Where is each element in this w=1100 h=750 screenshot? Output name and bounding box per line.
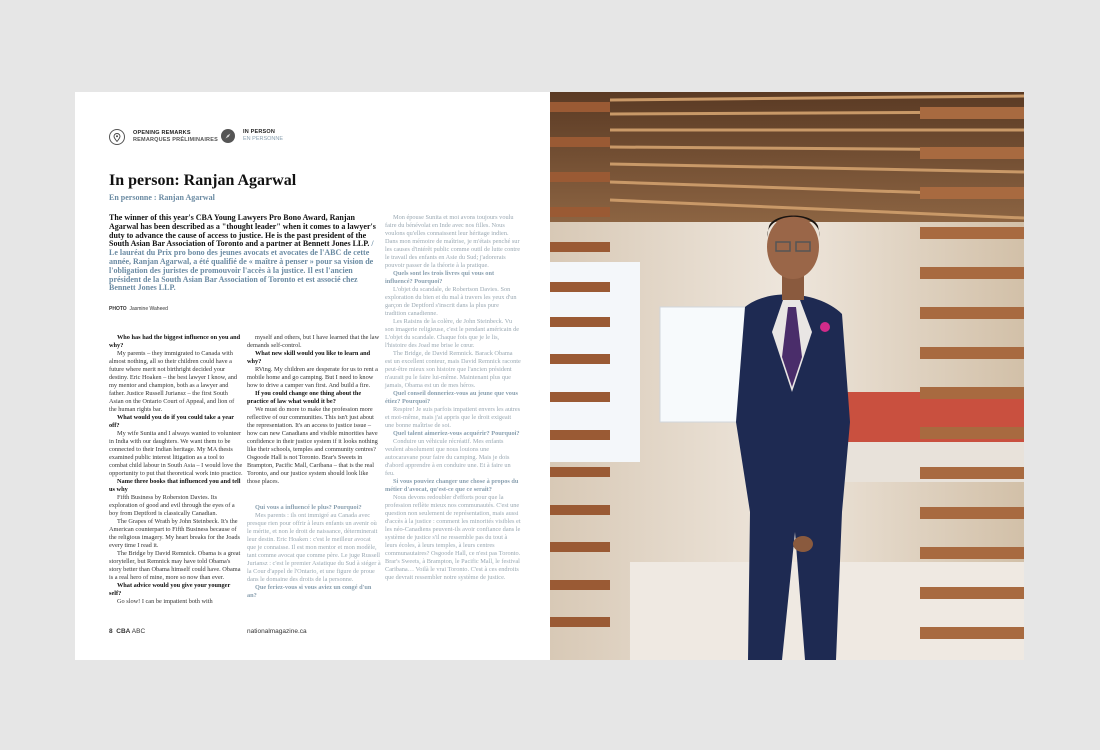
portrait-illustration bbox=[550, 92, 1024, 660]
compass-icon bbox=[221, 129, 235, 143]
answer: RVing. My children are desperate for us to rent a mobile home and go camping. But I need to know how to drive a camper van first. And build a fire. bbox=[247, 366, 378, 389]
question: Name three books that influenced you and tell us why bbox=[109, 478, 241, 493]
brand-name: CBA bbox=[116, 628, 131, 635]
section-label-fr: REMARQUES PRÉLIMINAIRES bbox=[133, 137, 218, 143]
question: Quel conseil donneriez-vous au jeune que vous étiez? Pourquoi? bbox=[385, 390, 518, 405]
answer: Go slow! I can be impatient both with bbox=[117, 598, 213, 605]
answer: The Bridge by David Remnick. Obama is a great storyteller, but Remnick may have told Obama's story better than Obama himself could have. Obama is a real hero of mine, more so now than ever. bbox=[109, 550, 241, 581]
answer: Respire! Je suis parfois impatient envers les autres et moi-même, mais j'ai appris que le droit exigeait une bonne maîtrise de soi. bbox=[385, 406, 521, 429]
section-in-person bbox=[221, 129, 283, 143]
answer: myself and others, but I have learned that the law demands self-control. bbox=[247, 334, 380, 349]
question: Que feriez-vous si vous aviez un congé d'un an? bbox=[247, 584, 372, 599]
page-footer-left bbox=[109, 628, 145, 635]
column-1 bbox=[109, 334, 243, 606]
article-subtitle: En personne : Ranjan Agarwal bbox=[109, 193, 215, 202]
magazine-left-page bbox=[75, 92, 550, 660]
question: Qui vous a influencé le plus? Pourquoi? bbox=[255, 504, 362, 511]
brand-name-fr: ABC bbox=[131, 628, 146, 635]
answer: Mon épouse Sunita et moi avons toujours voulu faire du bénévolat en Inde avec nos filles. Nous voulons qu'elles connaissent leur héritage indien. Dans mon mémoire de maîtrise, je m'étais penché sur les causes d'intérêt public comme outil de lutte contre le travail des enfants en Asie du Sud; j'adorerais pouvoir passer de la théorie à la pratique. bbox=[385, 214, 521, 269]
answer: Mes parents : ils ont immigré au Canada avec presque rien pour offrir à leurs enfants un avenir où le mérite, et non le droit de naissance, déterminerait leur destin. Eric Hoaken : c'est le meilleur avocat que je connaisse. Il est mon mentor et mon modèle, tant comme avocat que comme père. Le juge Russell Juriansz : c'est le premier Asiatique du Sud à siéger à la Cour d'appel de l'Ontario, et une figure de proue dans le domaine des droits de la personne. bbox=[247, 512, 381, 583]
section-opening-remarks bbox=[109, 129, 218, 145]
question: If you could change one thing about the practice of law what would it be? bbox=[247, 390, 362, 405]
question: What new skill would you like to learn and why? bbox=[247, 350, 371, 365]
answer: We must do more to make the profession more reflective of our communities. This isn't just about the representation. It's an access to justice issue – how can new Canadians and visible minorities have confidence in their justice system if it looks nothing like their schools, temples and community centres? Osgoode Hall is not Toronto. Brar's Sweets in Brampton, Pacific Mall, Caribana – that is the real Toronto, and our justice system should look like those places. bbox=[247, 406, 378, 485]
portrait-photo bbox=[550, 92, 1024, 660]
answer: My parents – they immigrated to Canada with almost nothing, all so their children could have a future where merit not birthright decided your destiny. Eric Hoaken – the best lawyer I know, and my mentor and champion, both as a lawyer and father. Justice Russell Juriansz – the first South Asian on the Ontario Court of Appeal, and lion of the human rights bar. bbox=[109, 350, 238, 413]
photo-credit-label: PHOTO bbox=[109, 306, 127, 312]
question: Who has had the biggest influence on you and why? bbox=[109, 334, 241, 349]
answer: L'objet du scandale, de Robertson Davies. Son exploration du bien et du mal à travers les yeux d'un garçon de Deptford s'inscrit dans la plus pure tradition canadienne. bbox=[385, 286, 517, 317]
answer: Les Raisins de la colère, de John Steinbeck. Vu son imagerie religieuse, c'est le pendant américain de L'objet du scandale. Chaque fois que je le lis, l'histoire des Joad me brise le cœur. bbox=[385, 318, 520, 349]
article-title: In person: Ranjan Agarwal bbox=[109, 172, 297, 189]
section-label-fr: EN PERSONNE bbox=[243, 136, 284, 142]
page-number: 8 bbox=[109, 628, 113, 635]
question: What would you do if you could take a year off? bbox=[109, 414, 234, 429]
article-intro bbox=[109, 214, 379, 293]
website-url: nationalmagazine.ca bbox=[247, 628, 307, 635]
column-3-french bbox=[385, 214, 521, 582]
answer: Nous devons redoubler d'efforts pour que la profession reflète mieux nos communautés. C'est une question non seulement de représentation, mais aussi d'accès à la justice : comment les minorités visibles et les néo-Canadiens peuvent-ils avoir confiance dans le système de justice s'il ne ressemble pas du tout à leurs écoles, à leurs temples, à leurs centres communautaires? Osgoode Hall, ce n'est pas Toronto. Brar's Sweets, à Brampton, le Pacific Mall, le festival Caribana… Voilà le vrai Toronto. C'est à ces endroits que devrait ressembler notre système de justice. bbox=[385, 494, 521, 581]
intro-french: / Le lauréat du Prix pro bono des jeunes avocats et avocates de l'ABC de cette année, Ranjan Agarwal, a été qualifié de « maître à penser » pour sa vision de l'obligation des juristes de promouvoir l'accès à la justice. Il est l'ancien président de la South Asian Bar Association of Toronto et est associé chez Bennett Jones LLP. bbox=[109, 239, 374, 293]
location-pin-icon bbox=[109, 129, 125, 145]
section-label: IN PERSON bbox=[243, 129, 276, 135]
question: Quels sont les trois livres qui vous ont influencé? Pourquoi? bbox=[385, 270, 495, 285]
photo-credit-name: Jasmine Waheed bbox=[129, 306, 168, 312]
question: Quel talent aimeriez-vous acquérir? Pourquoi? bbox=[393, 430, 520, 437]
column-2-french bbox=[247, 504, 381, 600]
answer: The Grapes of Wrath by John Steinbeck. It's the American counterpart to Fifth Business because of the religious imagery. My heart breaks for the Joads every time I read it. bbox=[109, 518, 240, 549]
answer: The Bridge, de David Remnick. Barack Obama est un excellent conteur, mais David Remnick raconte peut-être mieux son histoire que l'ancien président n'aurait pu le faire lui-même. Maintenant plus que jamais, Obama est un de mes héros. bbox=[385, 350, 521, 389]
intro-english: The winner of this year's CBA Young Lawyers Pro Bono Award, Ranjan Agarwal has been described as a "thought leader" when it comes to a lawyer's duty to advance the cause of access to justice. He is the past president of the South Asian Bar Association of Toronto and a partner at Bennett Jones LLP. bbox=[109, 213, 376, 249]
photo-credit bbox=[109, 306, 168, 312]
answer: Conduire un véhicule récréatif. Mes enfants veulent absolument que nous louions une autocaravane pour faire du camping. Mais je dois d'abord apprendre à en conduire une. Et à faire un feu. bbox=[385, 438, 511, 477]
question: What advice would you give your younger self? bbox=[109, 582, 231, 597]
column-2-english bbox=[247, 334, 381, 486]
answer: My wife Sunita and I always wanted to volunteer in India with our daughters. We want them to be connected to their Indian heritage. My MA thesis examined public interest litigation as a tool to combat child labour in South Asia – I would love the opportunity to put that theoretical work into practice. bbox=[109, 430, 243, 477]
answer: Fifth Business by Roberston Davies. Its exploration of good and evil through the eyes of a boy from Deptford is classically Canadian. bbox=[109, 494, 235, 517]
question: Si vous pouviez changer une chose à propos du métier d'avocat, qu'est-ce que ce serait? bbox=[385, 478, 519, 493]
section-label: OPENING REMARKS bbox=[133, 130, 191, 136]
